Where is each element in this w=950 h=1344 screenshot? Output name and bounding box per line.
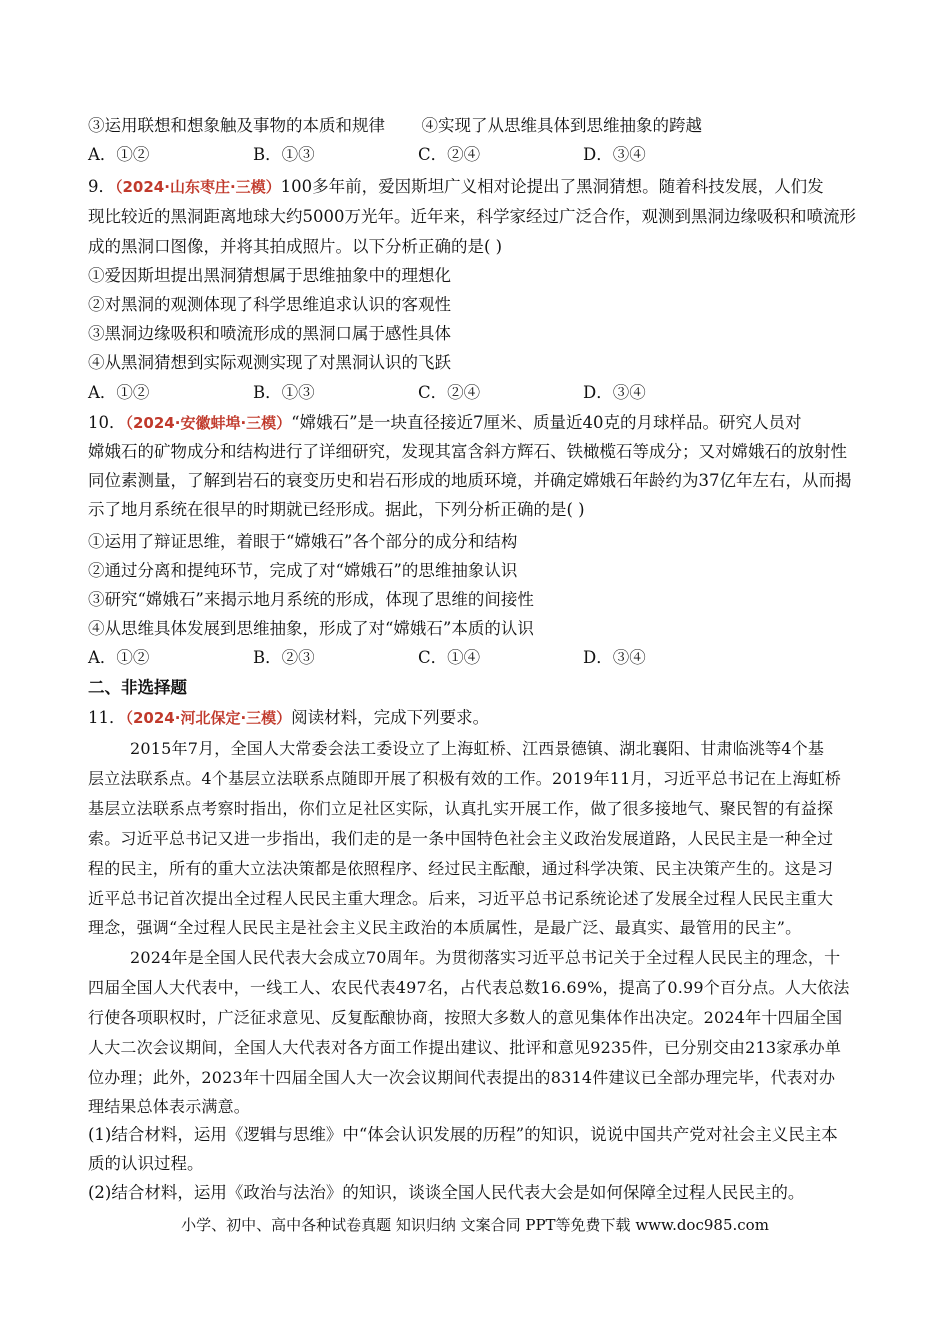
q10-stem-line-2: 嫦娥石的矿物成分和结构进行了详细研究，发现其富含斜方辉石、铁橄榄石等成分；又对嫦娥石的放射性 — [88, 442, 847, 461]
q10-stem-line-3: 同位素测量，了解到岩石的衰变历史和岩石形成的地质环境，并确定嫦娥石年龄约为37亿年左右，从而揭 — [88, 471, 852, 490]
q10-option-b: B．②③ — [253, 648, 315, 667]
material-para2-line: 行使各项职权时，广泛征求意见、反复酝酿协商，按照大多数人的意见集体作出决定。2024年十四届全国 — [88, 1008, 843, 1027]
material-para1-line: 层立法联系点。4个基层立法联系点随即开展了积极有效的工作。2019年11月，习近平总书记在上海虹桥 — [88, 769, 842, 788]
q8-items-line — [88, 116, 702, 136]
material-para2-line: 2024年是全国人民代表大会成立70周年。为贯彻落实习近平总书记关于全过程人民民主的理念，十 — [130, 948, 841, 967]
q11-requirement-1-line-1: (1)结合材料，运用《逻辑与思维》中“体会认识发展的历程”的知识，说说中国共产党对社会主义民主本 — [88, 1125, 838, 1144]
q9-option-a: A．①② — [88, 383, 150, 402]
q9-option-c: C．②④ — [418, 383, 481, 402]
q8-option-a: A．①② — [88, 145, 150, 164]
section-heading: 二、非选择题 — [88, 678, 187, 697]
material-para1-line: 近平总书记首次提出全过程人民民主重大理念。后来，习近平总书记系统论述了发展全过程人民民主重大 — [88, 889, 834, 908]
material-para2-line: 位办理；此外，2023年十四届全国人大一次会议期间代表提出的8314件建议已全部办理完毕，代表对办 — [88, 1068, 836, 1087]
q8-option-d: D．③④ — [583, 145, 646, 164]
q9-source: （2024·山东枣庄·三模） — [115, 178, 281, 196]
q8-item-4: ④实现了从思维具体到思维抽象的跨越 — [421, 116, 702, 135]
q11-requirement-2: (2)结合材料，运用《政治与法治》的知识，谈谈全国人民代表大会是如何保障全过程人民民主的。 — [88, 1183, 805, 1202]
q11-number: 11． — [88, 708, 126, 727]
material-para1-line: 基层立法联系点考察时指出，你们立足社区实际，认真扎实开展工作，做了很多接地气、聚民智的有益探 — [88, 799, 834, 818]
q10-item-4: ④从思维具体发展到思维抽象，形成了对“嫦娥石”本质的认识 — [88, 619, 534, 638]
q8-option-b: B．①③ — [253, 145, 315, 164]
q9-item-2: ②对黑洞的观测体现了科学思维追求认识的客观性 — [88, 295, 451, 314]
page-footer: 小学、初中、高中各种试卷真题 知识归纳 文案合同 PPT等免费下载 www.doc985.com — [181, 1216, 769, 1234]
q10-item-1: ①运用了辩证思维，着眼于“嫦娥石”各个部分的成分和结构 — [88, 532, 518, 551]
q8-option-c: C．②④ — [418, 145, 481, 164]
q9-number: 9． — [88, 177, 115, 196]
material-para1-line: 理念，强调“全过程人民民主是社会主义民主政治的本质属性，是最广泛、最真实、最管用的民主”。 — [88, 918, 802, 937]
q10-option-c: C．①④ — [418, 648, 481, 667]
material-para2-line: 人大二次会议期间，全国人大代表对各方面工作提出建议、批评和意见9235件，已分别交由213家承办单 — [88, 1038, 842, 1057]
q11-stem-text: 阅读材料，完成下列要求。 — [291, 708, 490, 727]
q10-option-d: D．③④ — [583, 648, 646, 667]
q10-option-a: A．①② — [88, 648, 150, 667]
q11-requirement-1-line-2: 质的认识过程。 — [88, 1154, 204, 1173]
q9-stem-line-2: 现比较近的黑洞距离地球大约5000万光年。近年来，科学家经过广泛合作，观测到黑洞边缘吸积和喷流形 — [88, 207, 856, 226]
q11-source: （2024·河北保定·三模） — [125, 709, 292, 727]
q10-stem-line-4: 示了地月系统在很早的时期就已经形成。据此，下列分析正确的是( ) — [88, 500, 585, 519]
q9-item-3: ③黑洞边缘吸积和喷流形成的黑洞口属于感性具体 — [88, 324, 451, 343]
q10-item-3: ③研究“嫦娥石”来揭示地月系统的形成，体现了思维的间接性 — [88, 590, 534, 609]
material-para2-line: 四届全国人大代表中，一线工人、农民代表497名，占代表总数16.69%，提高了0.99个百分点。人大依法 — [88, 978, 850, 997]
q10-stem-line-1 — [88, 413, 802, 433]
q8-item-3: ③运用联想和想象触及事物的本质和规律 — [88, 116, 385, 135]
q9-stem-line-1 — [88, 177, 824, 197]
q9-item-4: ④从黑洞猜想到实际观测实现了对黑洞认识的飞跃 — [88, 353, 451, 372]
q10-source: （2024·安徽蚌埠·三模） — [125, 414, 292, 432]
q9-stem-line-3: 成的黑洞口图像，并将其拍成照片。以下分析正确的是( ) — [88, 237, 503, 256]
material-para2-line: 理结果总体表示满意。 — [88, 1097, 251, 1116]
material-para1-line: 索。习近平总书记又进一步指出，我们走的是一条中国特色社会主义政治发展道路，人民民主是一种全过 — [88, 829, 834, 848]
q9-stem-text-1: 100多年前，爱因斯坦广义相对论提出了黑洞猜想。随着科技发展，人们发 — [280, 177, 824, 196]
q11-stem-line — [88, 708, 489, 728]
material-para1-line: 2015年7月，全国人大常委会法工委设立了上海虹桥、江西景德镇、湖北襄阳、甘肃临洮等4个基 — [130, 739, 825, 758]
material-para1-line: 程的民主，所有的重大立法决策都是依照程序、经过民主酝酿，通过科学决策、民主决策产生的。这是习 — [88, 859, 834, 878]
q10-number: 10． — [88, 413, 126, 432]
q10-stem-text-1: “嫦娥石”是一块直径接近7厘米、质量近40克的月球样品。研究人员对 — [291, 413, 802, 432]
q9-item-1: ①爱因斯坦提出黑洞猜想属于思维抽象中的理想化 — [88, 266, 451, 285]
q9-option-d: D．③④ — [583, 383, 646, 402]
q9-option-b: B．①③ — [253, 383, 315, 402]
q10-item-2: ②通过分离和提纯环节，完成了对“嫦娥石”的思维抽象认识 — [88, 561, 518, 580]
